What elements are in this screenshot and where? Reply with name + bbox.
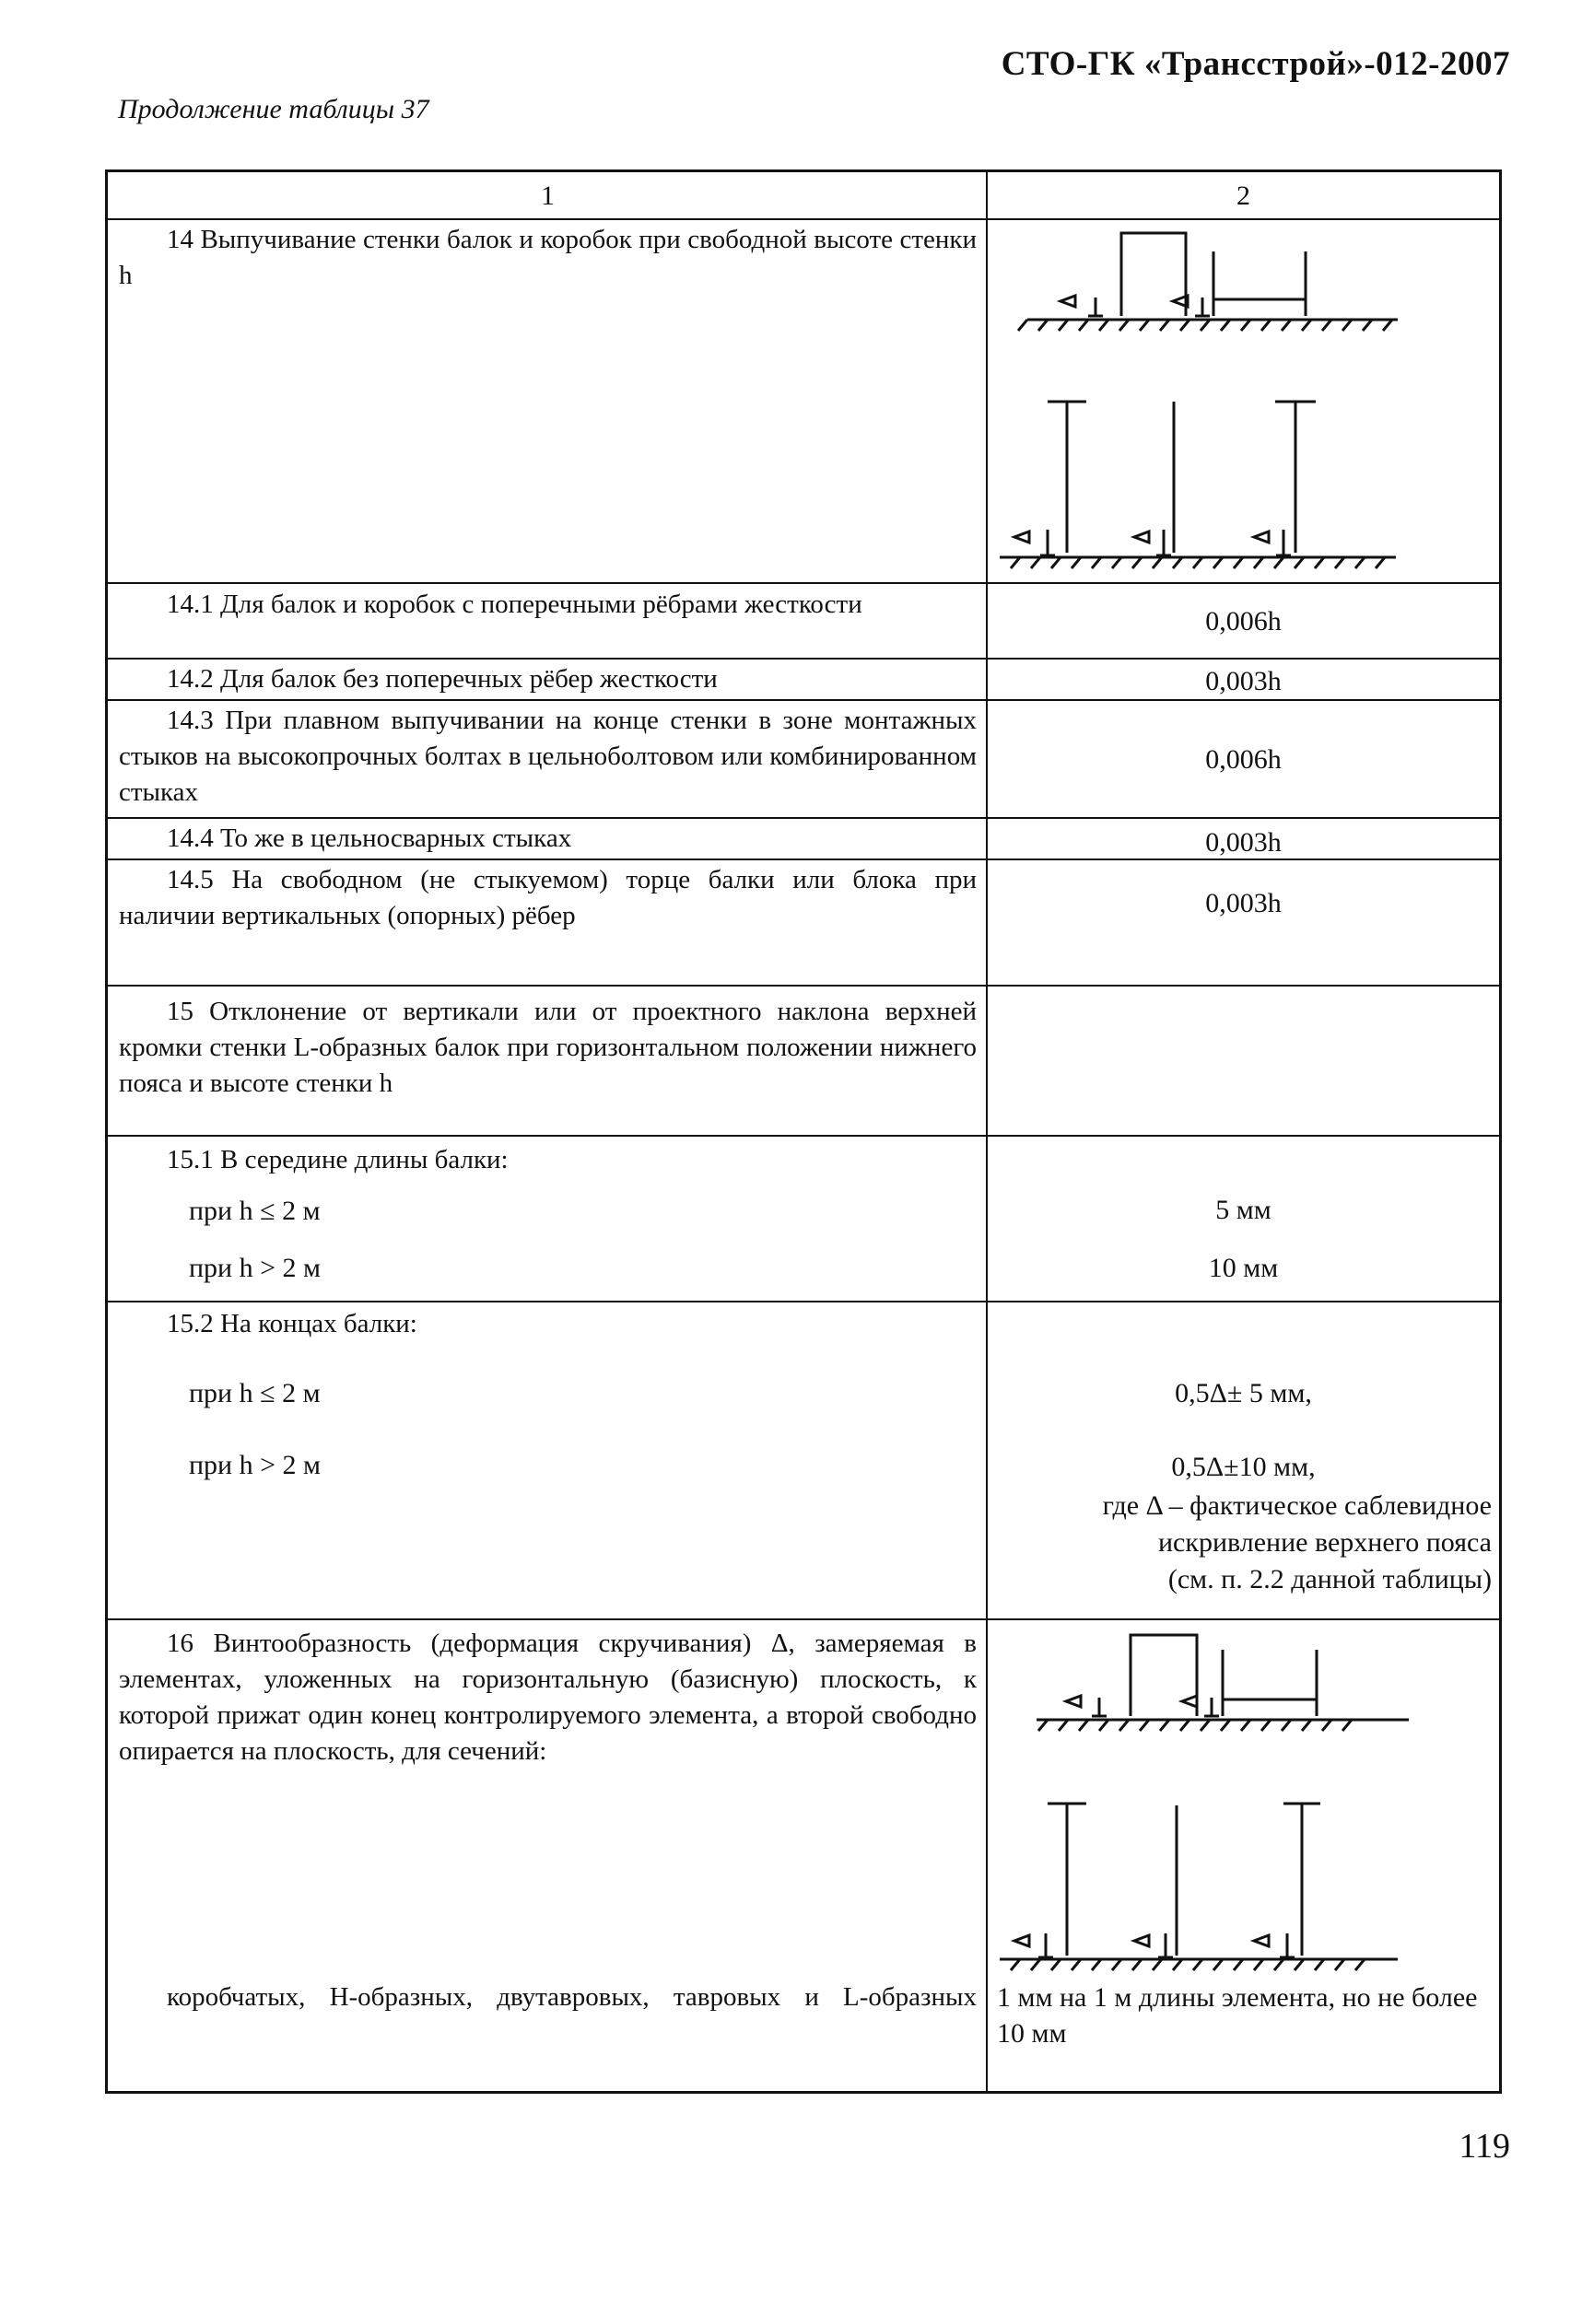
page-number: 119: [1459, 2127, 1510, 2166]
row-14-2: [108, 661, 986, 698]
row-divider: [108, 218, 1499, 220]
row-14-5: [108, 862, 986, 984]
row-15-2-note-line-2: искривление верхнего пояса: [1158, 1527, 1492, 1558]
row-14: [108, 222, 986, 581]
row-15-1-cond-2: при h > 2 м: [189, 1253, 322, 1283]
row-15-1: [108, 1139, 986, 1300]
row-divider: [108, 1618, 1499, 1620]
col-header-2: 2: [1236, 181, 1250, 211]
row-14-4: [108, 821, 986, 858]
tolerance-table: [105, 169, 1502, 2094]
row-divider: [108, 582, 1499, 584]
beam-sections-diagram-14: [992, 224, 1499, 578]
row-14-5-text: 14.5 На свободном (не стыкуемом) торце балки или блока при наличии вертикальных (опорных) рёбер: [119, 865, 977, 930]
row-15-2-value-1: 0,5Δ± 5 мм,: [1175, 1378, 1312, 1408]
row-divider: [108, 858, 1499, 860]
column-divider: [986, 172, 988, 2091]
row-divider: [108, 985, 1499, 987]
row-divider: [108, 699, 1499, 701]
row-16-value: 1 мм на 1 м длины элемента, но не более 10 мм: [997, 1982, 1478, 2049]
row-15-1-value-2: 10 мм: [1208, 1253, 1279, 1283]
row-14-5-value: 0,003h: [1205, 888, 1282, 918]
row-15-2-note: [988, 1488, 1499, 1598]
row-14-4-text: 14.4 То же в цельносварных стыках: [167, 823, 572, 853]
row-divider: [108, 817, 1499, 819]
row-14-3-value: 0,006h: [1205, 744, 1282, 775]
row-14-1-value: 0,006h: [1205, 606, 1282, 636]
row-14-2-value: 0,003h: [1205, 666, 1282, 696]
row-15-text: 15 Отклонение от вертикали или от проектного наклона верхней кромки стенки L-образных балок при горизонтальном положении нижнего пояса и высоте стенки h: [119, 997, 977, 1098]
row-divider: [108, 1301, 1499, 1302]
row-15-2-note-line-1: где Δ – фактическое саблевидное: [1102, 1490, 1492, 1521]
row-14-4-value: 0,003h: [1205, 827, 1282, 858]
row-14-2-text: 14.2 Для балок без поперечных рёбер жесткости: [167, 664, 718, 694]
row-divider: [108, 1135, 1499, 1137]
row-16: [108, 1622, 986, 2094]
row-divider: [108, 658, 1499, 660]
row-14-3: [108, 703, 986, 816]
table-caption: Продолжение таблицы 37: [118, 94, 429, 124]
row-15-2: [108, 1304, 986, 1617]
row-15-2-text: 15.2 На концах балки:: [167, 1309, 417, 1338]
row-15-1-text: 15.1 В середине длины балки:: [167, 1145, 509, 1174]
row-15-1-value-1: 5 мм: [1215, 1195, 1271, 1225]
row-15: [108, 988, 986, 1134]
row-15-1-cond-1: при h ≤ 2 м: [189, 1196, 321, 1226]
row-15-2-value-2: 0,5Δ±10 мм,: [1171, 1452, 1316, 1482]
row-16-text: 16 Винтообразность (деформация скручивания) Δ, замеряемая в элементах, уложенных на горизонтальную (базисную) плоскость, к которой прижат один конец контролируемого элемента, а второй свободно опирается на плоскость, для сечений:: [119, 1629, 977, 1766]
row-16-sub-text: коробчатых, Н-образных, двутавровых, тавровых и L-образных: [167, 1982, 977, 2012]
col-header-1: 1: [541, 181, 555, 211]
row-15-2-note-line-3: (см. п. 2.2 данной таблицы): [1167, 1564, 1492, 1594]
row-15-2-cond-2: при h > 2 м: [189, 1450, 322, 1480]
row-14-text: 14 Выпучивание стенки балок и коробок при свободной высоте стенки h: [119, 225, 977, 290]
row-14-1-text: 14.1 Для балок и коробок с поперечными рёбрами жесткости: [167, 590, 862, 619]
document-code: СТО-ГК «Трансстрой»-012-2007: [1001, 45, 1510, 83]
beam-sections-diagram-16: [992, 1624, 1499, 1979]
row-14-3-text: 14.3 При плавном выпучивании на конце стенки в зоне монтажных стыков на высокопрочных болтах в цельноболтовом или комбинированном стыках: [119, 706, 977, 807]
row-14-1: [108, 587, 986, 657]
row-15-2-cond-1: при h ≤ 2 м: [189, 1378, 321, 1408]
